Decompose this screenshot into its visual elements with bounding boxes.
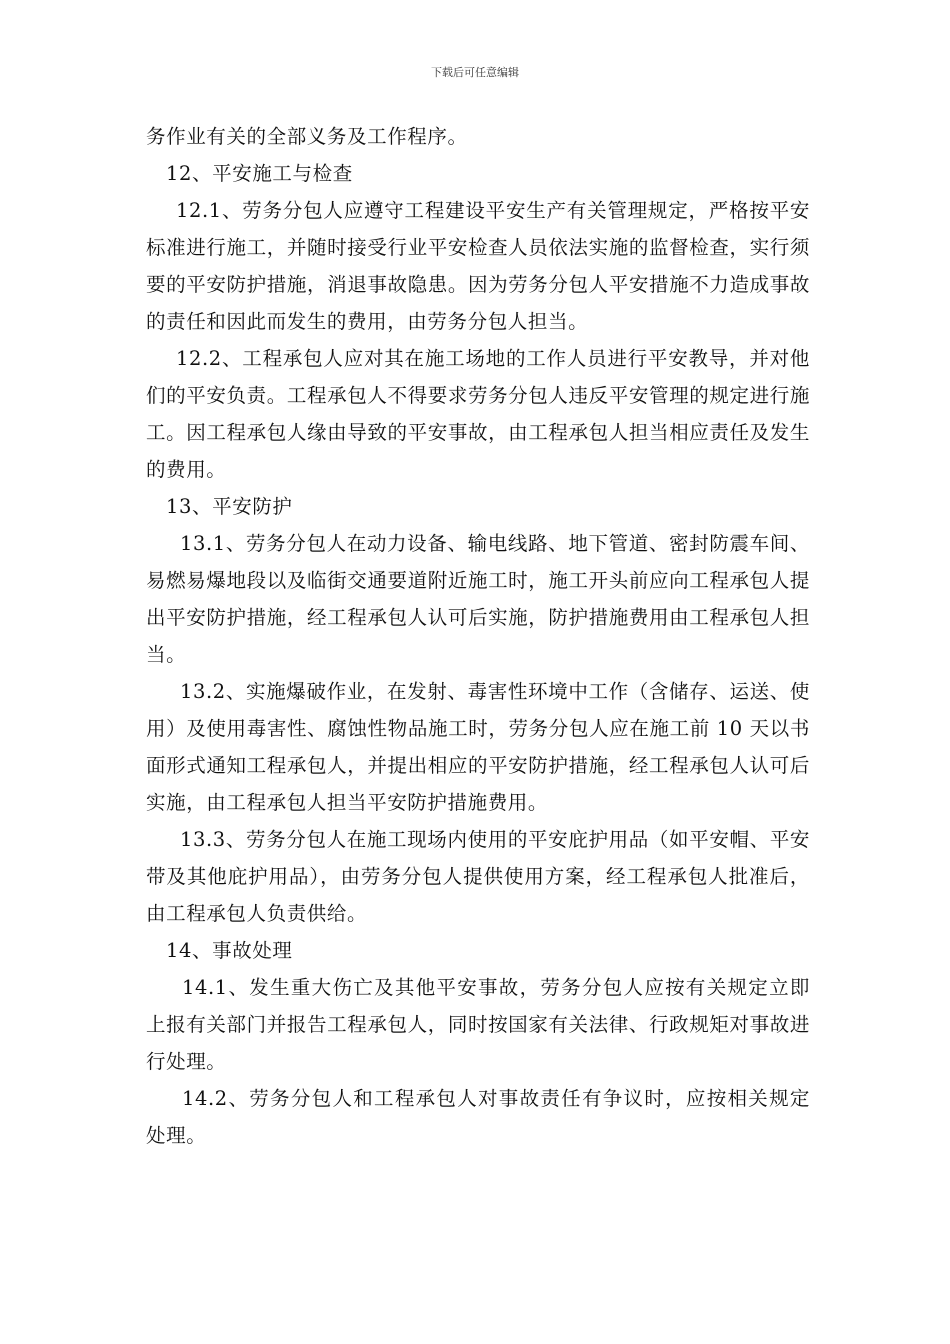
paragraph-13-1: 13.1、劳务分包人在动力设备、输电线路、地下管道、密封防震车间、易燃易爆地段以及临街交通要道附近施工时，施工开头前应向工程承包人提出平安防护措施，经工程承包人认可后实施，防护措施费用由工程承包人担当。 — [146, 532, 810, 666]
section-heading-14: 14、事故处理 — [166, 939, 293, 962]
paragraph-14-2: 14.2、劳务分包人和工程承包人对事故责任有争议时，应按相关规定处理。 — [146, 1087, 810, 1147]
paragraph-12-2: 12.2、工程承包人应对其在施工场地的工作人员进行平安教导，并对他们的平安负责。工程承包人不得要求劳务分包人违反平安管理的规定进行施工。因工程承包人缘由导致的平安事故，由工程承包人担当相应责任及发生的费用。 — [146, 347, 810, 481]
paragraph-continuation: 务作业有关的全部义务及工作程序。 — [146, 125, 468, 148]
paragraph-14-1: 14.1、发生重大伤亡及其他平安事故，劳务分包人应按有关规定立即上报有关部门并报告工程承包人，同时按国家有关法律、行政规矩对事故进行处理。 — [146, 976, 810, 1073]
section-heading-13: 13、平安防护 — [166, 495, 293, 518]
page-header: 下载后可任意编辑 — [431, 66, 519, 79]
paragraph-12-1: 12.1、劳务分包人应遵守工程建设平安生产有关管理规定，严格按平安标准进行施工，并随时接受行业平安检查人员依法实施的监督检查，实行须要的平安防护措施，消退事故隐患。因为劳务分包人平安措施不力造成事故的责任和因此而发生的费用，由劳务分包人担当。 — [146, 199, 810, 333]
document-body — [146, 118, 810, 1154]
paragraph-13-3: 13.3、劳务分包人在施工现场内使用的平安庇护用品（如平安帽、平安带及其他庇护用品），由劳务分包人提供使用方案，经工程承包人批准后，由工程承包人负责供给。 — [146, 828, 810, 925]
paragraph-13-2: 13.2、实施爆破作业，在发射、毒害性环境中工作（含储存、运送、使用）及使用毒害性、腐蚀性物品施工时，劳务分包人应在施工前 10 天以书面形式通知工程承包人，并提出相应的平安防护措施，经工程承包人认可后实施，由工程承包人担当平安防护措施费用。 — [146, 680, 810, 814]
section-heading-12: 12、平安施工与检查 — [166, 162, 353, 185]
